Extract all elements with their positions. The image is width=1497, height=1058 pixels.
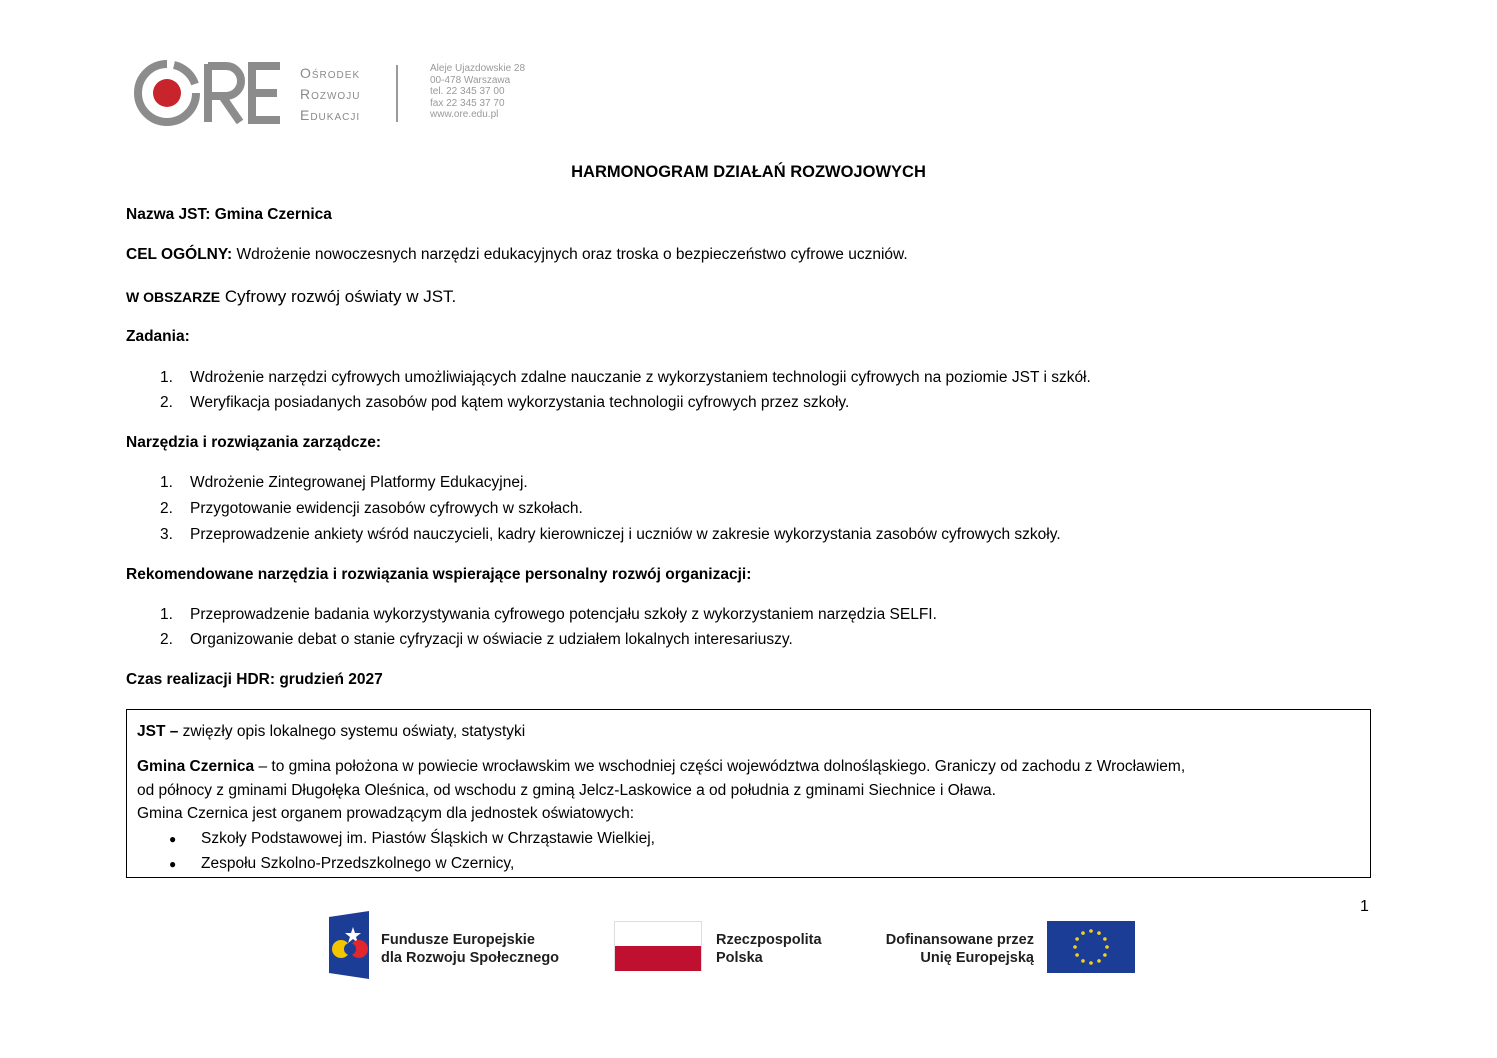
jst-name <box>126 206 332 224</box>
page-number: 1 <box>1360 898 1369 915</box>
recommended-item <box>160 631 793 649</box>
tool-number: 2. <box>160 500 173 517</box>
eu-star-icon <box>1105 945 1109 949</box>
area <box>126 287 456 307</box>
goal-label: CEL OGÓLNY: <box>126 246 233 263</box>
eu-star-icon <box>1075 937 1079 941</box>
general-goal <box>126 246 908 264</box>
logo-red-dot <box>153 79 181 107</box>
logo-ring-arc <box>174 65 195 84</box>
tool-item <box>160 474 528 492</box>
org-address <box>430 63 525 121</box>
fe-text <box>381 931 559 967</box>
tools-heading: Narzędzia i rozwiązania zarządcze: <box>126 434 381 451</box>
deadline-label: Czas realizacji HDR: <box>126 671 276 688</box>
ue-text-line: Dofinansowane przez <box>885 932 1034 948</box>
jst-value: Gmina Czernica <box>214 206 332 223</box>
eu-star-icon <box>1103 937 1107 941</box>
box-bullet-item <box>137 855 514 873</box>
task-item <box>160 394 849 412</box>
eu-star-icon <box>1081 959 1085 963</box>
polish-flag-icon <box>614 921 702 971</box>
goal-value: Wdrożenie nowoczesnych narzędzi edukacyjnych oraz troska o bezpieczeństwo cyfrowe uczniów. <box>232 246 908 263</box>
tool-number: 3. <box>160 526 173 543</box>
rp-text-line: Polska <box>716 950 763 966</box>
ue-text <box>866 931 1034 967</box>
box-heading <box>137 723 525 741</box>
logo-letter-r <box>208 64 241 122</box>
ue-text-line: Unię Europejską <box>920 950 1034 966</box>
deadline <box>126 671 383 689</box>
task-item <box>160 369 1091 387</box>
address-line: Aleje Ujazdowskie 28 <box>430 63 526 74</box>
org-name-line: Ośrodek <box>300 65 361 81</box>
tool-text: Przeprowadzenie ankiety wśród nauczycieli, kadry kierowniczej i uczniów w zakresie wykorzystania zasobów cyfrowych szkoły. <box>190 526 1061 543</box>
eu-star-icon <box>1097 959 1101 963</box>
task-text: Wdrożenie narzędzi cyfrowych umożliwiających zdalne nauczanie z wykorzystaniem technologii cyfrowych na poziomie JST i szkół. <box>190 369 1091 386</box>
box-bullet-item <box>137 830 655 848</box>
fe-text-line: dla Rozwoju Społecznego <box>381 950 560 966</box>
tool-number: 1. <box>160 474 173 491</box>
tool-text: Przygotowanie ewidencji zasobów cyfrowych w szkołach. <box>190 500 583 517</box>
eu-star-icon <box>1073 945 1077 949</box>
box-paragraph: Gmina Czernica jest organem prowadzącym dla jednostek oświatowych: <box>137 805 635 822</box>
area-value: Cyfrowy rozwój oświaty w JST. <box>220 287 457 306</box>
org-name <box>300 63 360 126</box>
document-title: HARMONOGRAM DZIAŁAŃ ROZWOJOWYCH <box>571 163 926 181</box>
recommended-text: Organizowanie debat o stanie cyfryzacji w oświacie z udziałem lokalnych interesariuszy. <box>190 631 793 648</box>
jst-label: Nazwa JST: <box>126 206 211 223</box>
tasks-heading: Zadania: <box>126 328 190 345</box>
eu-star-icon <box>1089 929 1093 933</box>
fe-logo-icon <box>329 911 369 979</box>
recommended-item <box>160 606 937 624</box>
bullet-icon: ● <box>169 832 177 846</box>
tool-item <box>160 526 1061 544</box>
box-paragraph <box>137 758 1185 776</box>
recommended-number: 2. <box>160 631 173 648</box>
address-line: 00-478 Warszawa <box>430 74 511 86</box>
jst-description-box <box>126 709 1371 878</box>
area-label: W OBSZARZE <box>126 289 221 305</box>
task-number: 2. <box>160 394 173 411</box>
eu-star-icon <box>1089 961 1093 965</box>
box-paragraph-bold: Gmina Czernica <box>137 758 255 775</box>
ore-logo <box>134 60 284 126</box>
org-name-line: Rozwoju <box>300 86 361 102</box>
address-line: fax 22 345 37 70 <box>430 97 505 109</box>
eu-flag-icon <box>1047 921 1135 973</box>
task-text: Weryfikacja posiadanych zasobów pod kątem wykorzystania technologii cyfrowych przez szkoły. <box>190 394 850 411</box>
eu-star-icon <box>1075 953 1079 957</box>
box-heading-text: zwięzły opis lokalnego systemu oświaty, statystyki <box>178 723 526 740</box>
header-divider <box>396 65 398 122</box>
tool-text: Wdrożenie Zintegrowanej Platformy Edukacyjnej. <box>190 474 528 491</box>
tool-item <box>160 500 583 518</box>
org-name-line: Edukacji <box>300 107 361 123</box>
task-number: 1. <box>160 369 173 386</box>
rp-text-line: Rzeczpospolita <box>716 932 822 948</box>
logo-letter-e <box>252 66 280 120</box>
eu-star-icon <box>1103 953 1107 957</box>
box-heading-bold: JST – <box>137 723 179 740</box>
bullet-text: Zespołu Szkolno-Przedszkolnego w Czernicy, <box>201 855 515 872</box>
box-paragraph-text: – to gmina położona w powiecie wrocławskim we wschodniej części województwa dolnośląskiego. Graniczy od zachodu z Wrocławiem, <box>254 758 1186 775</box>
deadline-value: grudzień 2027 <box>275 671 383 688</box>
fe-text-line: Fundusze Europejskie <box>381 932 535 948</box>
address-line: tel. 22 345 37 00 <box>430 86 505 97</box>
address-line: www.ore.edu.pl <box>430 109 499 120</box>
bullet-text: Szkoły Podstawowej im. Piastów Śląskich w Chrząstawie Wielkiej, <box>201 830 655 847</box>
rp-text <box>716 931 822 967</box>
recommended-number: 1. <box>160 606 173 623</box>
recommended-text: Przeprowadzenie badania wykorzystywania cyfrowego potencjału szkoły z wykorzystaniem narzędzia SELFI. <box>190 606 937 623</box>
recommended-heading: Rekomendowane narzędzia i rozwiązania wspierające personalny rozwój organizacji: <box>126 566 752 583</box>
bullet-icon: ● <box>169 857 177 871</box>
eu-star-icon <box>1081 931 1085 935</box>
eu-star-icon <box>1097 931 1101 935</box>
box-paragraph-line: od północy z gminami Długołęka Oleśnica, od wschodu z gminą Jelcz-Laskowice a od południa z gminami Siechnice i Oława. <box>137 782 996 799</box>
